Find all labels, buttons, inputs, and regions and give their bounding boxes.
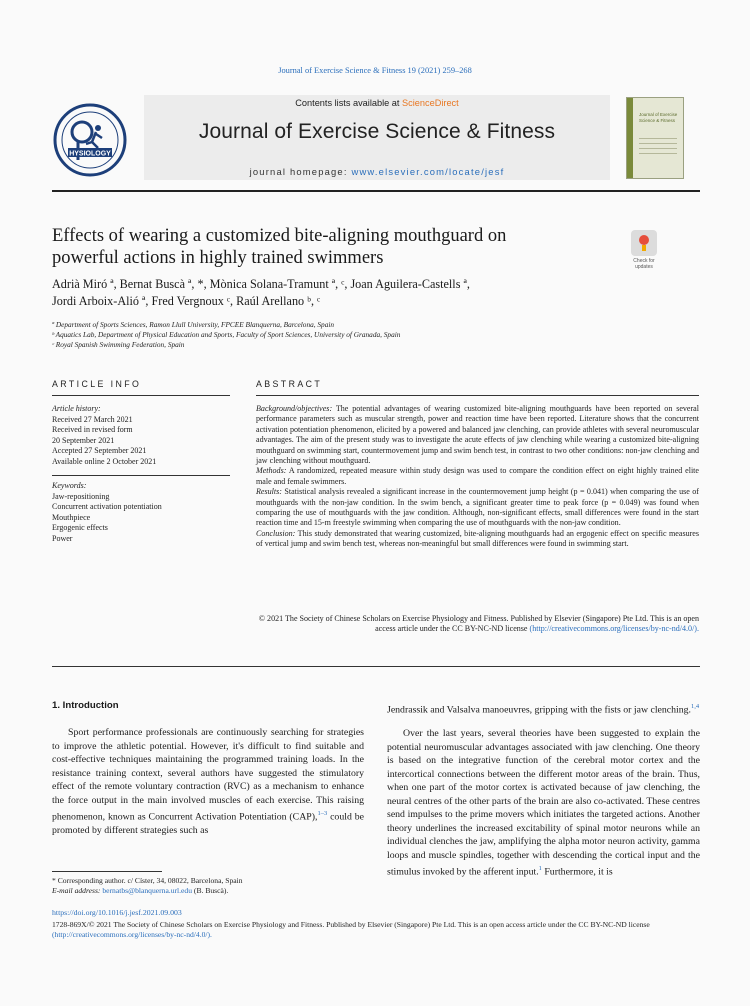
keywords [52, 481, 222, 544]
intro-heading: 1. Introduction [52, 700, 119, 711]
intro-ref-link[interactable]: 1,4 [691, 703, 700, 710]
keyword-item: Power [52, 533, 73, 543]
check-for-updates-button[interactable] [627, 230, 661, 270]
intro-right-text0: Jendrassik and Valsalva manoeuvres, gripping with the fists or jaw clenching. [387, 704, 691, 716]
journal-homepage [144, 166, 610, 177]
abstract-bg-text: The potential advantages of wearing customized bite-aligning mouthguards have been reported on several performance parameters such as muscular strength, power and reaction time have been reported. Literature shows that the concurrent activation potentiation phenomenon, elicited by a powered and balanced jaw clenching, can provide athletes with several neuromuscular advantages. The aim of the present study was to investigate the acute effects of jaw clenching while wearing a customized bite-aligning mouthguard on swimming start, countermovement jump and swim bench test, in contrast to two other conditions: non-jaw clenching and jaw clenching without mouthguard. [256, 404, 699, 466]
logo-text: HYSIOLOGY [69, 150, 111, 158]
authors-line-2: Jordi Arboix-Alió ª, Fred Vergnoux ᶜ, Raúl Arellano ᵇ, ᶜ [52, 294, 321, 308]
abstract-bg-label: Background/objectives: [256, 404, 333, 413]
abstract-results-text: Statistical analysis revealed a significant increase in the countermovement jump height (p = 0.041) when comparing the use of mouthguards with the non-jaw condition. In the swim bench, a significant greater time to peak force (p = 0.049) was found when comparing the use of mouthguards with the jaw condition. Although, non-significant effects, small differences were found in the start reaction time and 15-m freestyle swimming when comparing the use of mouthguards with the non-jaw condition. [256, 487, 699, 528]
title-line-1: Effects of wearing a customized bite-aligning mouthguard on [52, 226, 507, 246]
contents-line [144, 98, 610, 108]
keyword-item: Concurrent activation potentiation [52, 502, 162, 511]
issn-text: 1728-869X/© 2021 The Society of Chinese Scholars on Exercise Physiology and Fitness. Published by Elsevier (Singapore) Pte Ltd. This is an open access article under the CC BY-NC-ND license [52, 920, 650, 929]
journal-cover-thumbnail[interactable] [626, 97, 684, 179]
abstract-rule [256, 395, 699, 396]
affiliation-a: ª Department of Sports Sciences, Ramon Llull University, FPCEE Blanquerna, Barcelona, Spain [52, 320, 335, 329]
title-line-2: powerful actions in highly trained swimmers [52, 248, 384, 268]
history-label: Article history: [52, 404, 101, 413]
affiliation-c: ᶜ Royal Spanish Swimming Federation, Spain [52, 340, 185, 349]
homepage-link[interactable]: www.elsevier.com/locate/jesf [351, 166, 505, 177]
society-logo [52, 102, 128, 178]
issn-line [52, 920, 700, 941]
abstract-results-label: Results: [256, 487, 282, 497]
intro-ref-link[interactable]: 1–3 [317, 810, 328, 817]
article-info-heading: ARTICLE INFO [52, 379, 142, 389]
abstract-body [256, 404, 699, 550]
sciencedirect-link[interactable]: ScienceDirect [402, 98, 459, 108]
abstract-heading: ABSTRACT [256, 379, 323, 389]
check-updates-label: Check for updates [633, 258, 655, 270]
keyword-item: Jaw-repositioning [52, 491, 110, 501]
homepage-prefix: journal homepage: [249, 166, 348, 177]
email-link[interactable]: bernatbs@blanquerna.url.edu [102, 886, 193, 895]
history-accepted: Accepted 27 September 2021 [52, 446, 147, 455]
keyword-item: Ergogenic effects [52, 523, 108, 532]
history-received: Received 27 March 2021 [52, 414, 133, 424]
keyword-item: Mouthpiece [52, 512, 91, 522]
abstract-methods-text: A randomized, repeated measure within study design was used to compare the condition effect on eight highly trained elite male and female swimmers. [256, 466, 699, 486]
header-rule [52, 190, 700, 192]
paper-title [52, 225, 612, 269]
doi-link[interactable]: https://doi.org/10.1016/j.jesf.2021.09.003 [52, 908, 182, 917]
info-rule [52, 395, 230, 396]
keywords-label: Keywords: [52, 481, 87, 490]
intro-left-paragraph [52, 726, 364, 837]
email-label: E-mail address: [52, 886, 101, 895]
abstract-copyright [256, 614, 699, 635]
keywords-rule [52, 475, 230, 476]
affiliation-b: ᵇ Aquatics Lab, Department of Physical Education and Sports, Faculty of Sport Sciences, University of Granada, Spain [52, 330, 401, 339]
authors [52, 276, 652, 310]
intro-ref-link[interactable]: 1 [538, 865, 542, 872]
journal-title: Journal of Exercise Science & Fitness [198, 120, 556, 143]
abstract-conclusion-label: Conclusion: [256, 528, 296, 538]
intro-left-end: could be promoted by different strategies such as [52, 811, 364, 836]
issn-license-link[interactable]: (http://creativecommons.org/licenses/by-nc-nd/4.0/). [52, 930, 212, 940]
history-online: Available online 2 October 2021 [52, 456, 157, 466]
copyright-text: © 2021 The Society of Chinese Scholars on Exercise Physiology and Fitness. Published by Elsevier (Singapore) Pte Ltd. This is an open access article under the CC BY-NC-ND license [258, 614, 699, 634]
footnote-rule [52, 871, 162, 872]
email-suffix: (B. Buscà). [193, 886, 229, 895]
journal-citation[interactable]: Journal of Exercise Science & Fitness 19 (2021) 259–268 [278, 66, 472, 75]
license-link[interactable]: (http://creativecommons.org/licenses/by-nc-nd/4.0/). [529, 624, 699, 634]
abstract-bottom-rule [52, 666, 700, 667]
check-updates-icon [631, 230, 657, 256]
abstract-conclusion-text: This study demonstrated that wearing customized, bite-aligning mouthguards had an ergogenic effect on specific measures of vertical jump and swim bench test, whereas non-meaningful but small differences were found in swimming start. [256, 528, 699, 549]
intro-right-para0 [387, 700, 700, 717]
history-revised: Received in revised form [52, 425, 133, 434]
corresponding-author: * Corresponding author. c/ Císter, 34, 08022, Barcelona, Spain [52, 876, 243, 885]
authors-line-1: Adrià Miró ª, Bernat Buscà ª, *, Mònica Solana-Tramunt ª, ᶜ, Joan Aguilera-Castells ª, [52, 277, 470, 291]
contents-prefix: Contents lists available at [295, 98, 400, 108]
article-history [52, 404, 222, 467]
corresponding-footnote [52, 876, 372, 896]
cover-title: Journal of Exercise Science & Fitness [639, 112, 678, 123]
intro-left-text: Sport performance professionals are continuously searching for strategies to improve the athletic potential. However, it's difficult to find suitable and cost-effective techniques maintaining the programmed training loads. In the resistance training context, several authors have suggested the stimulatory effect of the remote voluntary contraction (RVC) as a mechanism to enhance the force output in the main involved muscles of each exercise. This raising phenomenon, known as Concurrent Activation Potentiation (CAP), [52, 727, 364, 823]
intro-right-para1 [387, 727, 700, 879]
history-revised-date: 20 September 2021 [52, 435, 115, 445]
intro-right-text1: Over the last years, several theories have been suggested to explain the potential neuromuscular advantages associated with jaw clenching. One theory is based on the integrative function of the cerebral motor cortex and the intercortical connections between the different motor areas of the brain. Thus, when one part of the motor cortex is activated because of jaw clenching, the neural centres of the other parts of the brain are also co-activated. These centres send impulses to the prime movers which initiates the targeted actions. Another theory underlines the increased excitability of spinal motor neurons while an individual clenches the jaw, amplifying the alpha motor neuron activity, gamma loops and muscle spindles, together with descending the cortical input and the stimulus invoked by the afferent input. [387, 728, 700, 878]
abstract-methods-label: Methods: [256, 466, 287, 476]
intro-right-end: Furthermore, it is [541, 866, 613, 878]
